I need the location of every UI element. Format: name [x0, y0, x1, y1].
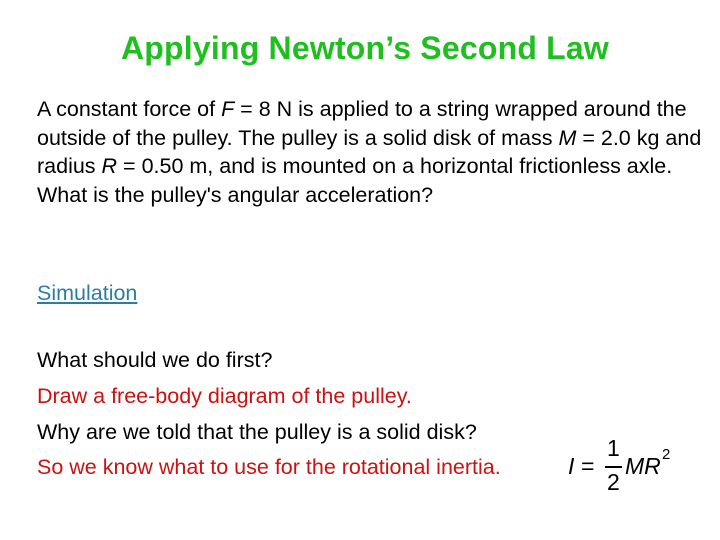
formula-denominator: 2 [607, 469, 620, 495]
formula-exponent: 2 [662, 446, 671, 463]
answer-rotational-inertia: So we know what to use for the rotational inertia. [37, 455, 501, 479]
formula-fraction-bar [605, 466, 622, 468]
slide-title: Applying Newton’s Second Law [120, 30, 609, 66]
simulation-link[interactable]: Simulation [37, 281, 138, 305]
formula-inertia-symbol: I [568, 453, 575, 479]
problem-statement: A constant force of F = 8 N is applied to a string wrapped around the outside of the pulley. The pulley is a solid disk of mass M = 2.0 kg and radius R = 0.50 m, and is mounted on a horizontal frictionless axle. What is the pulley's angular acceleration? [37, 97, 702, 207]
answer-free-body-diagram: Draw a free-body diagram of the pulley. [37, 384, 412, 408]
formula-numerator: 1 [607, 435, 620, 461]
question-first-step: What should we do first? [37, 348, 273, 372]
formula-equals: = [581, 453, 595, 479]
formula-mass-radius: MR [625, 453, 661, 479]
moment-of-inertia-formula [568, 435, 678, 495]
question-solid-disk: Why are we told that the pulley is a solid disk? [37, 420, 477, 444]
